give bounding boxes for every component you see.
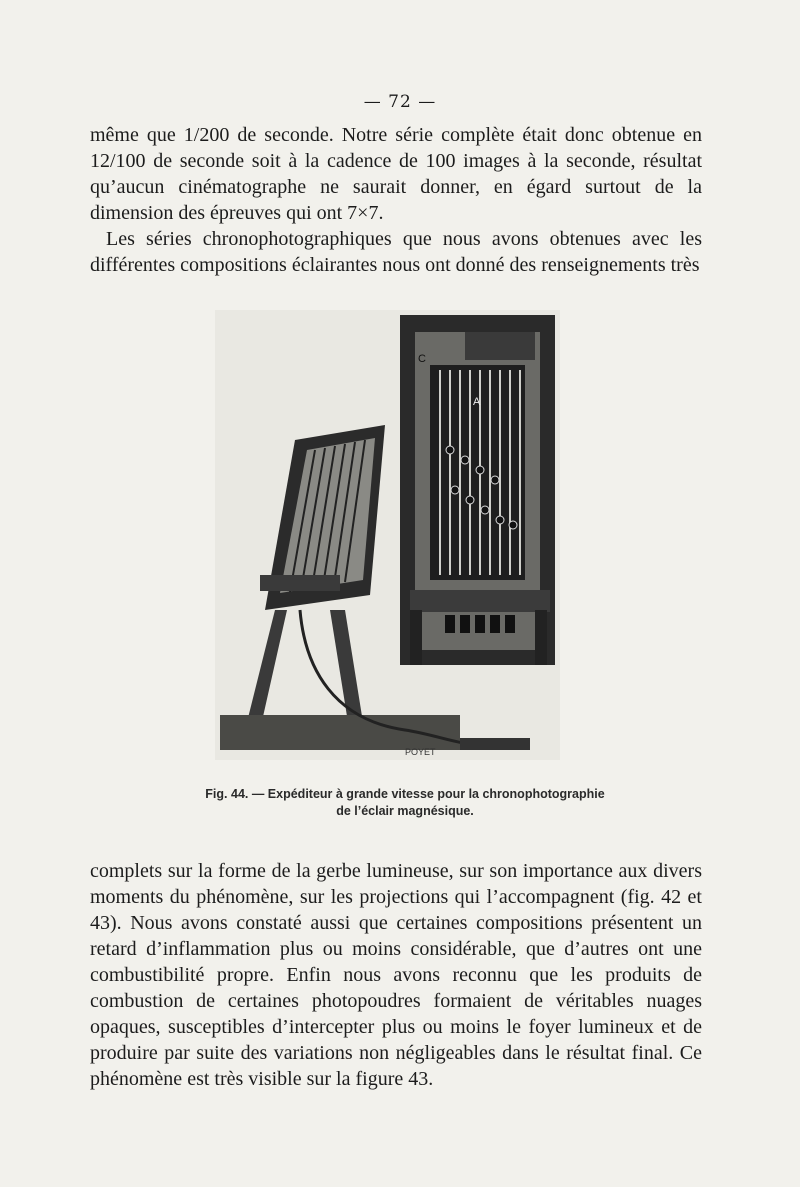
paragraph-1: même que 1/200 de seconde. Notre série complète était donc obtenue en 12/100 de seconde soit à la cadence de 100 images à la seconde, résultat qu’aucun cinématographe ne saurait donner, en égard surtout de la dimension des épreuves qui ont 7×7.	[90, 124, 702, 224]
figure-label-a: A	[473, 396, 481, 408]
figure-caption	[140, 786, 670, 820]
figure-label-c: C	[418, 353, 426, 365]
terminal-block	[460, 738, 530, 750]
caption-line-1: Fig. 44. — Expéditeur à grande vitesse pour la chronophotographie	[205, 787, 605, 801]
text-block-top	[90, 122, 702, 278]
engraver-signature: POYET	[405, 747, 436, 757]
paragraph-3: complets sur la forme de la gerbe lumineuse, sur son importance aux divers moments du phénomène, sur les projections qui l’accompagnent (fig. 42 et 43). Nous avons constaté aussi que certaines compositions présentent un retard d’inflammation plus ou moins considérable, que d’autres ont une combustibilité propre. Enfin nous avons reconnu que les produits de combustion de certaines photopoudres formaient de véritables nuages opaques, susceptibles d’intercepter plus ou moins le foyer lumineux et de produire par suite des variations non négligeables dans le résultat final. Ce phénomène est très visible sur la figure 43.	[90, 860, 702, 1090]
page-number: — 72 —	[363, 92, 437, 112]
caption-line-2: de l’éclair magnésique.	[336, 804, 474, 818]
paragraph-2: Les séries chronophotographiques que nous avons obtenues avec les différentes compositions éclairantes nous ont donné des renseignements très	[90, 228, 702, 276]
apparatus-illustration	[215, 310, 560, 760]
text-block-bottom	[90, 858, 702, 1092]
figure-44	[215, 310, 560, 760]
